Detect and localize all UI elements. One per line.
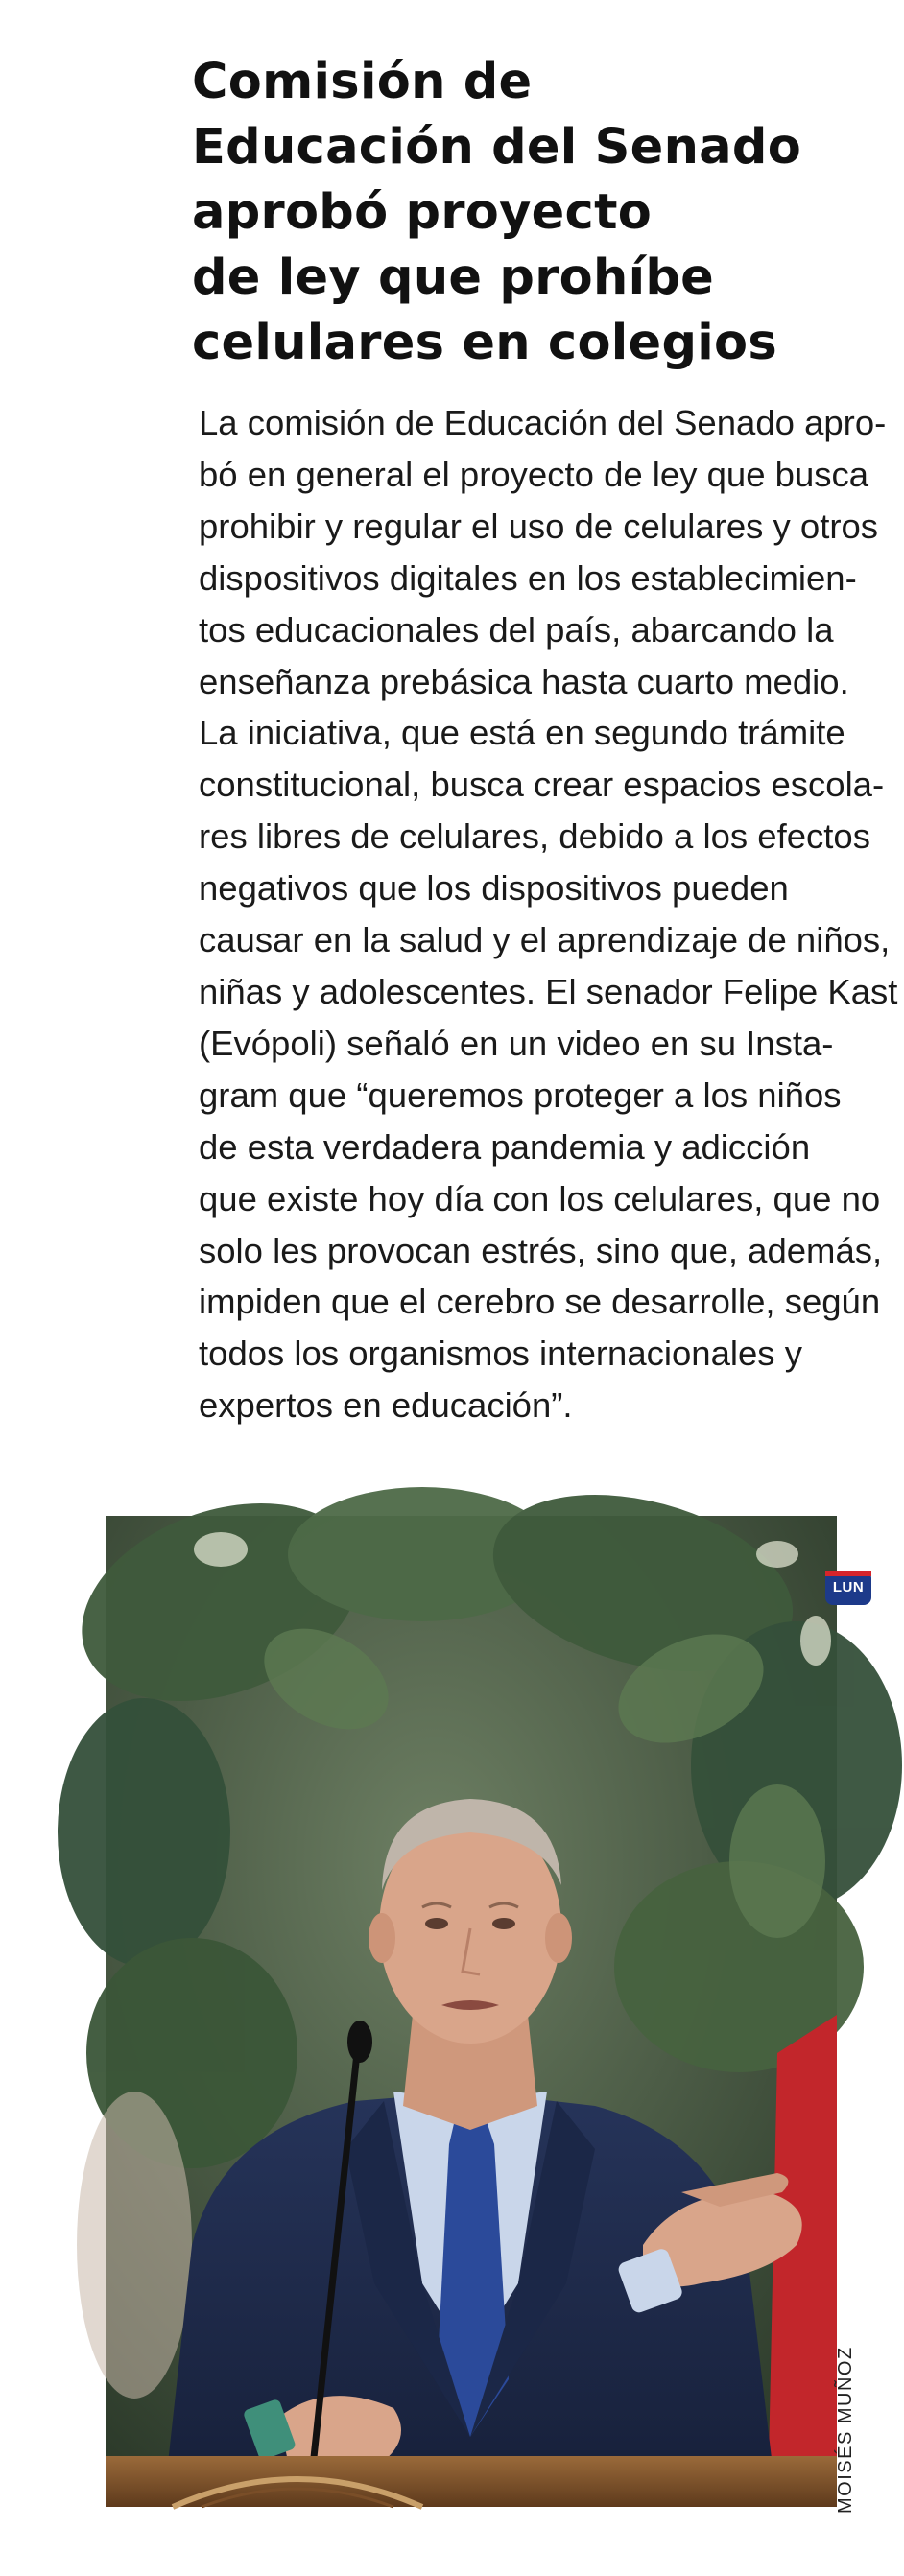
body-line: bó en general el proyecto de ley que busca bbox=[199, 454, 869, 494]
body-line: todos los organismos internacionales y bbox=[199, 1334, 802, 1374]
body-line: tos educacionales del país, abarcando la bbox=[199, 609, 834, 650]
body-line: niñas y adolescentes. El senador Felipe Kast bbox=[199, 971, 898, 1011]
body-line: expertos en educación”. bbox=[199, 1385, 573, 1426]
body-line: La iniciativa, que está en segundo trámite bbox=[199, 713, 845, 753]
body-line: La comisión de Educación del Senado apro- bbox=[199, 403, 887, 442]
headline-line: Comisión de bbox=[192, 54, 533, 110]
body-line: causar en la salud y el aprendizaje de niños, bbox=[199, 920, 891, 960]
body-line: solo les provocan estrés, sino que, además, bbox=[199, 1230, 883, 1270]
body-line: enseñanza prebásica hasta cuarto medio. bbox=[199, 661, 849, 701]
photo-credit: MOISÉS MUÑOZ bbox=[835, 2346, 856, 2514]
photo-illustration bbox=[106, 1516, 837, 2507]
headline bbox=[192, 50, 864, 376]
article-body bbox=[199, 397, 898, 1431]
headline-line: celulares en colegios bbox=[192, 315, 778, 371]
body-line: que existe hoy día con los celulares, que no bbox=[199, 1178, 881, 1218]
headline-line: Educación del Senado bbox=[192, 119, 802, 176]
body-line: de esta verdadera pandemia y adicción bbox=[199, 1126, 811, 1167]
body-line: prohibir y regular el uso de celulares y otros bbox=[199, 506, 879, 546]
lun-logo-badge: LUN bbox=[825, 1571, 871, 1605]
body-line: gram que “queremos proteger a los niños bbox=[199, 1075, 842, 1115]
headline-line: aprobó proyecto bbox=[192, 184, 653, 241]
body-line: res libres de celulares, debido a los efectos bbox=[199, 816, 870, 857]
body-line: dispositivos digitales en los establecimien- bbox=[199, 557, 857, 598]
body-line: constitucional, busca crear espacios escola- bbox=[199, 765, 885, 805]
body-line: (Evópoli) señaló en un video en su Insta- bbox=[199, 1023, 834, 1063]
body-line: negativos que los dispositivos pueden bbox=[199, 868, 789, 909]
headline-line: de ley que prohíbe bbox=[192, 249, 715, 306]
body-line: impiden que el cerebro se desarrolle, según bbox=[199, 1282, 881, 1322]
